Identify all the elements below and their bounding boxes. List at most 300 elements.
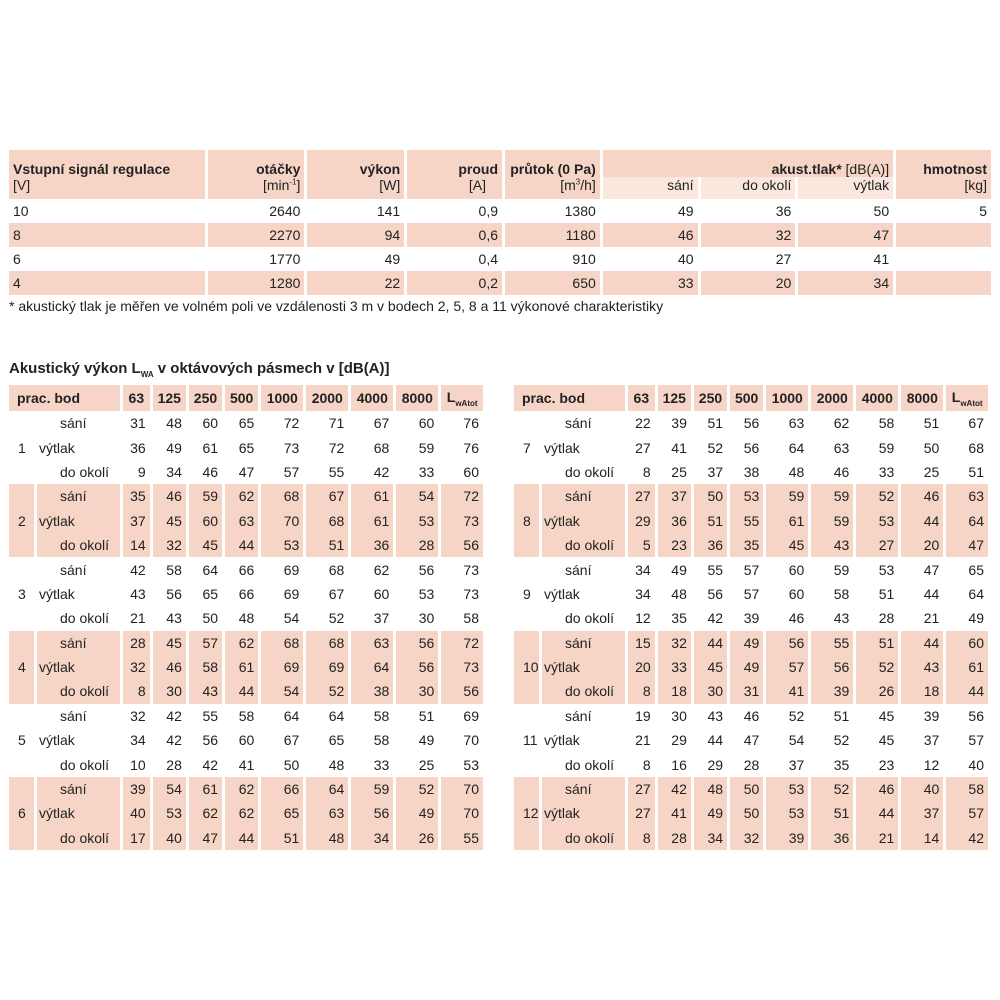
unit-current: [A] — [407, 177, 502, 199]
value-cell: 59 — [878, 439, 895, 456]
cell-rpm: 2640 — [269, 203, 301, 219]
value-cell: 64 — [202, 561, 219, 578]
value-cell: 39 — [743, 610, 760, 627]
value-cell: 56 — [968, 707, 984, 724]
value-cell: 73 — [441, 509, 483, 533]
value-cell: 46 — [202, 463, 219, 480]
cell-signal: 8 — [9, 223, 205, 247]
value-cell: 64 — [306, 777, 348, 801]
row-label: do okolí — [542, 533, 625, 557]
value-cell: 34 — [166, 463, 182, 480]
value-cell: 56 — [396, 655, 438, 679]
table-row — [9, 460, 483, 484]
table-row — [514, 631, 988, 655]
value-cell: 65 — [968, 561, 984, 578]
value-cell: 43 — [707, 707, 724, 724]
value-cell: 43 — [166, 610, 182, 627]
header-band: 1000 — [766, 385, 808, 411]
value-cell: 50 — [923, 439, 940, 456]
header-sound — [603, 150, 893, 177]
cell-s3: 47 — [798, 223, 893, 247]
row-label: do okolí — [37, 533, 120, 557]
value-cell: 46 — [788, 610, 805, 627]
table-row — [514, 679, 988, 703]
table-row — [514, 752, 988, 776]
operating-point: 4 — [9, 655, 34, 679]
value-cell: 72 — [441, 631, 483, 655]
value-cell: 63 — [946, 484, 988, 508]
value-cell: 48 — [671, 585, 687, 602]
value-cell: 41 — [658, 801, 691, 825]
value-cell: 63 — [351, 631, 393, 655]
value-cell: 23 — [658, 533, 691, 557]
value-cell: 55 — [328, 463, 345, 480]
value-cell: 21 — [923, 610, 940, 627]
header-flow: průtok (0 Pa) — [505, 150, 600, 177]
table-row — [514, 826, 988, 850]
header-band: 63 — [628, 385, 655, 411]
row-label: do okolí — [542, 679, 625, 703]
unit-flow: $[m^3/h]$ — [505, 177, 600, 199]
header-band: 8000 — [901, 385, 943, 411]
cell-weight — [896, 247, 991, 271]
operating-point — [9, 826, 34, 850]
value-cell: 69 — [261, 655, 303, 679]
row-label: sání — [60, 415, 87, 432]
cell-weight — [896, 223, 991, 247]
value-cell: 30 — [396, 679, 438, 703]
value-cell: 58 — [166, 561, 182, 578]
value-cell: 61 — [202, 439, 219, 456]
value-cell: 42 — [166, 732, 182, 749]
value-cell: 70 — [441, 801, 483, 825]
value-cell: 39 — [923, 707, 940, 724]
value-cell: 53 — [730, 484, 763, 508]
operating-point — [9, 484, 34, 508]
value-cell: 34 — [635, 561, 651, 578]
value-cell: 25 — [418, 756, 435, 773]
value-cell: 61 — [225, 655, 258, 679]
value-cell: 34 — [694, 826, 727, 850]
value-cell: 43 — [130, 585, 146, 602]
operating-point: 10 — [514, 655, 539, 679]
row-label: výtlak — [544, 732, 580, 749]
operating-point: 11 — [523, 732, 538, 749]
cell-rpm: 2270 — [208, 223, 305, 247]
header-band: 250 — [694, 385, 727, 411]
header-operating-point: prac. bod — [9, 385, 120, 411]
table-row — [514, 606, 988, 630]
value-cell: 51 — [694, 509, 727, 533]
table-row — [514, 582, 988, 606]
header-signal: Vstupní signál regulace — [9, 150, 205, 177]
value-cell: 62 — [225, 801, 258, 825]
cell-power: 141 — [376, 203, 401, 219]
value-cell: 46 — [153, 484, 186, 508]
value-cell: 63 — [788, 415, 805, 432]
value-cell: 72 — [328, 439, 345, 456]
value-cell: 59 — [833, 561, 850, 578]
value-cell: 49 — [671, 561, 687, 578]
operating-point — [9, 777, 34, 801]
value-cell: 69 — [306, 655, 348, 679]
value-cell: 62 — [225, 631, 258, 655]
section-title: Akustický výkon $L_{WA}$ v oktávových pásmech v [dB(A)] — [9, 360, 390, 379]
table-row — [9, 826, 483, 850]
value-cell: 52 — [328, 610, 345, 627]
cell-s2: 32 — [701, 223, 796, 247]
value-cell: 58 — [946, 777, 988, 801]
header-band: 8000 — [396, 385, 438, 411]
value-cell: 53 — [463, 756, 479, 773]
value-cell: 28 — [658, 826, 691, 850]
row-label: výtlak — [39, 439, 75, 456]
value-cell: 12 — [923, 756, 940, 773]
header-current: proud — [407, 150, 502, 177]
value-cell: 61 — [351, 484, 393, 508]
value-cell: 17 — [123, 826, 150, 850]
header-sound-label: akust.tlak* — [771, 161, 842, 177]
value-cell: 38 — [743, 463, 760, 480]
value-cell: 54 — [283, 610, 300, 627]
value-cell: 44 — [946, 679, 988, 703]
operating-point — [514, 631, 539, 655]
value-cell: 73 — [441, 655, 483, 679]
octave-table-right — [511, 385, 991, 850]
operating-point — [514, 752, 539, 776]
value-cell: 44 — [901, 509, 943, 533]
value-cell: 59 — [766, 484, 808, 508]
value-cell: 41 — [238, 756, 255, 773]
value-cell: 35 — [833, 756, 850, 773]
value-cell: 25 — [671, 463, 687, 480]
operating-point — [9, 533, 34, 557]
value-cell: 30 — [153, 679, 186, 703]
value-cell: 44 — [856, 801, 898, 825]
value-cell: 70 — [261, 509, 303, 533]
row-label: do okolí — [60, 610, 110, 627]
operating-point — [514, 777, 539, 801]
value-cell: 49 — [396, 801, 438, 825]
cell-s3: 41 — [873, 251, 890, 267]
cell-rpm: 1770 — [269, 251, 301, 267]
value-cell: 64 — [946, 509, 988, 533]
value-cell: 30 — [671, 707, 687, 724]
value-cell: 56 — [166, 585, 182, 602]
value-cell: 21 — [856, 826, 898, 850]
operating-point — [514, 826, 539, 850]
value-cell: 51 — [968, 463, 984, 480]
cell-signal: 10 — [13, 203, 29, 219]
value-cell: 61 — [946, 655, 988, 679]
value-cell: 15 — [628, 631, 655, 655]
unit-signal: [V] — [9, 177, 205, 199]
value-cell: 65 — [238, 415, 255, 432]
value-cell: 45 — [189, 533, 222, 557]
table-row — [9, 801, 483, 825]
row-label: sání — [565, 415, 592, 432]
value-cell: 63 — [306, 801, 348, 825]
parameters-table — [6, 150, 994, 295]
value-cell: 50 — [202, 610, 219, 627]
value-cell: 28 — [123, 631, 150, 655]
row-label: sání — [37, 484, 120, 508]
value-cell: 47 — [238, 463, 255, 480]
operating-point — [514, 460, 539, 484]
value-cell: 14 — [123, 533, 150, 557]
cell-power: 49 — [384, 251, 401, 267]
value-cell: 58 — [373, 707, 390, 724]
value-cell: 42 — [658, 777, 691, 801]
operating-point — [9, 752, 34, 776]
row-label: výtlak — [544, 585, 580, 602]
value-cell: 32 — [130, 707, 146, 724]
value-cell: 18 — [901, 679, 943, 703]
value-cell: 19 — [635, 707, 651, 724]
value-cell: 49 — [418, 732, 435, 749]
value-cell: 41 — [671, 439, 687, 456]
row-label: do okolí — [37, 679, 120, 703]
operating-point — [9, 606, 34, 630]
header-weight: hmotnost — [896, 150, 991, 177]
subheader-ambient: do okolí — [701, 177, 796, 199]
table-row — [514, 411, 988, 435]
header-total: $L_{wAtot}$ — [946, 385, 988, 411]
value-cell: 57 — [743, 585, 760, 602]
header-band: 500 — [730, 385, 763, 411]
value-cell: 47 — [923, 561, 940, 578]
header-band: 125 — [658, 385, 691, 411]
value-cell: 27 — [635, 439, 651, 456]
header-band: 1000 — [261, 385, 303, 411]
value-cell: 56 — [441, 679, 483, 703]
value-cell: 54 — [788, 732, 805, 749]
value-cell: 56 — [743, 415, 760, 432]
cell-s1: 33 — [603, 271, 698, 295]
value-cell: 51 — [856, 631, 898, 655]
table-row — [9, 199, 991, 223]
footnote: * akustický tlak je měřen ve volném poli ve vzdálenosti 3 m v bodech 2, 5, 8 a 11 výkonové charakteristiky — [9, 298, 664, 314]
value-cell: 51 — [418, 707, 435, 724]
cell-s2: 36 — [775, 203, 792, 219]
value-cell: 23 — [878, 756, 895, 773]
value-cell: 53 — [878, 561, 895, 578]
value-cell: 37 — [373, 610, 390, 627]
value-cell: 51 — [811, 801, 853, 825]
value-cell: 21 — [130, 610, 146, 627]
operating-point — [9, 411, 34, 435]
value-cell: 47 — [189, 826, 222, 850]
value-cell: 67 — [283, 732, 300, 749]
table-row — [9, 533, 483, 557]
table-row — [9, 247, 991, 271]
value-cell: 67 — [968, 415, 984, 432]
table-row — [9, 223, 991, 247]
value-cell: 31 — [130, 415, 146, 432]
value-cell: 73 — [463, 585, 479, 602]
value-cell: 52 — [856, 484, 898, 508]
header-band: 4000 — [856, 385, 898, 411]
operating-point — [514, 606, 539, 630]
value-cell: 10 — [130, 756, 146, 773]
value-cell: 76 — [463, 415, 479, 432]
value-cell: 52 — [811, 777, 853, 801]
value-cell: 39 — [671, 415, 687, 432]
value-cell: 42 — [707, 610, 724, 627]
cell-flow: 650 — [505, 271, 600, 295]
value-cell: 64 — [351, 655, 393, 679]
value-cell: 30 — [694, 679, 727, 703]
row-label: výtlak — [37, 801, 120, 825]
value-cell: 64 — [328, 707, 345, 724]
value-cell: 53 — [766, 801, 808, 825]
unit-power: [W] — [307, 177, 404, 199]
value-cell: 50 — [283, 756, 300, 773]
cell-power: 22 — [307, 271, 404, 295]
value-cell: 59 — [418, 439, 435, 456]
operating-point: 8 — [514, 509, 539, 533]
value-cell: 8 — [642, 756, 651, 773]
value-cell: 48 — [694, 777, 727, 801]
table-row — [514, 557, 988, 581]
value-cell: 9 — [137, 463, 146, 480]
value-cell: 53 — [396, 509, 438, 533]
value-cell: 51 — [707, 415, 724, 432]
value-cell: 60 — [788, 561, 805, 578]
value-cell: 56 — [743, 439, 760, 456]
value-cell: 56 — [418, 561, 435, 578]
value-cell: 33 — [373, 756, 390, 773]
value-cell: 55 — [441, 826, 483, 850]
value-cell: 29 — [707, 756, 724, 773]
cell-s1: 46 — [603, 223, 698, 247]
cell-signal: 6 — [13, 251, 21, 267]
table-row — [514, 704, 988, 728]
header-power: výkon — [307, 150, 404, 177]
cell-weight — [896, 271, 991, 295]
value-cell: 46 — [743, 707, 760, 724]
value-cell: 18 — [658, 679, 691, 703]
value-cell: 69 — [463, 707, 479, 724]
table-row — [514, 777, 988, 801]
row-label: sání — [60, 707, 87, 724]
value-cell: 55 — [707, 561, 724, 578]
value-cell: 56 — [351, 801, 393, 825]
operating-point — [9, 679, 34, 703]
value-cell: 37 — [658, 484, 691, 508]
value-cell: 54 — [153, 777, 186, 801]
value-cell: 59 — [811, 484, 853, 508]
value-cell: 42 — [946, 826, 988, 850]
value-cell: 42 — [166, 707, 182, 724]
value-cell: 60 — [788, 585, 805, 602]
value-cell: 27 — [856, 533, 898, 557]
header-band: 2000 — [306, 385, 348, 411]
value-cell: 12 — [635, 610, 651, 627]
operating-point — [514, 704, 539, 728]
row-label: do okolí — [565, 610, 615, 627]
table-row — [514, 533, 988, 557]
value-cell: 58 — [373, 732, 390, 749]
value-cell: 35 — [123, 484, 150, 508]
value-cell: 60 — [463, 463, 479, 480]
cell-s3: 50 — [873, 203, 890, 219]
value-cell: 67 — [306, 484, 348, 508]
cell-s3: 34 — [798, 271, 893, 295]
value-cell: 52 — [856, 655, 898, 679]
table-row — [9, 655, 483, 679]
value-cell: 43 — [901, 655, 943, 679]
value-cell: 53 — [856, 509, 898, 533]
table-row — [9, 509, 483, 533]
value-cell: 40 — [123, 801, 150, 825]
value-cell: 47 — [946, 533, 988, 557]
value-cell: 44 — [225, 679, 258, 703]
value-cell: 22 — [635, 415, 651, 432]
value-cell: 31 — [730, 679, 763, 703]
value-cell: 72 — [283, 415, 300, 432]
value-cell: 28 — [166, 756, 182, 773]
value-cell: 48 — [328, 756, 345, 773]
value-cell: 52 — [396, 777, 438, 801]
value-cell: 54 — [261, 679, 303, 703]
table-row — [514, 484, 988, 508]
row-label: do okolí — [542, 826, 625, 850]
value-cell: 39 — [766, 826, 808, 850]
value-cell: 45 — [878, 732, 895, 749]
value-cell: 51 — [306, 533, 348, 557]
value-cell: 49 — [730, 655, 763, 679]
row-label: sání — [60, 561, 87, 578]
value-cell: 68 — [306, 631, 348, 655]
value-cell: 56 — [811, 655, 853, 679]
row-label: výtlak — [544, 439, 580, 456]
value-cell: 66 — [238, 561, 255, 578]
value-cell: 62 — [373, 561, 390, 578]
value-cell: 53 — [261, 533, 303, 557]
header-band: 63 — [123, 385, 150, 411]
value-cell: 44 — [901, 631, 943, 655]
value-cell: 28 — [743, 756, 760, 773]
value-cell: 43 — [833, 610, 850, 627]
cell-s1: 49 — [677, 203, 694, 219]
header-sound-unit: [dB(A)] — [841, 161, 890, 177]
value-cell: 73 — [283, 439, 300, 456]
value-cell: 46 — [833, 463, 850, 480]
value-cell: 37 — [901, 801, 943, 825]
value-cell: 57 — [766, 655, 808, 679]
value-cell: 56 — [202, 732, 219, 749]
cell-flow: 1180 — [505, 223, 600, 247]
operating-point: 5 — [18, 732, 26, 749]
table-row — [9, 777, 483, 801]
value-cell: 8 — [628, 826, 655, 850]
unit-weight: [kg] — [896, 177, 991, 199]
value-cell: 46 — [856, 777, 898, 801]
value-cell: 65 — [238, 439, 255, 456]
row-label: do okolí — [60, 756, 110, 773]
operating-point: 3 — [18, 585, 26, 602]
value-cell: 58 — [189, 655, 222, 679]
value-cell: 39 — [811, 679, 853, 703]
value-cell: 62 — [225, 484, 258, 508]
value-cell: 60 — [373, 585, 390, 602]
octave-header-row — [9, 385, 483, 411]
value-cell: 37 — [707, 463, 724, 480]
cell-rpm: 1280 — [208, 271, 305, 295]
value-cell: 50 — [730, 801, 763, 825]
header-band: 4000 — [351, 385, 393, 411]
